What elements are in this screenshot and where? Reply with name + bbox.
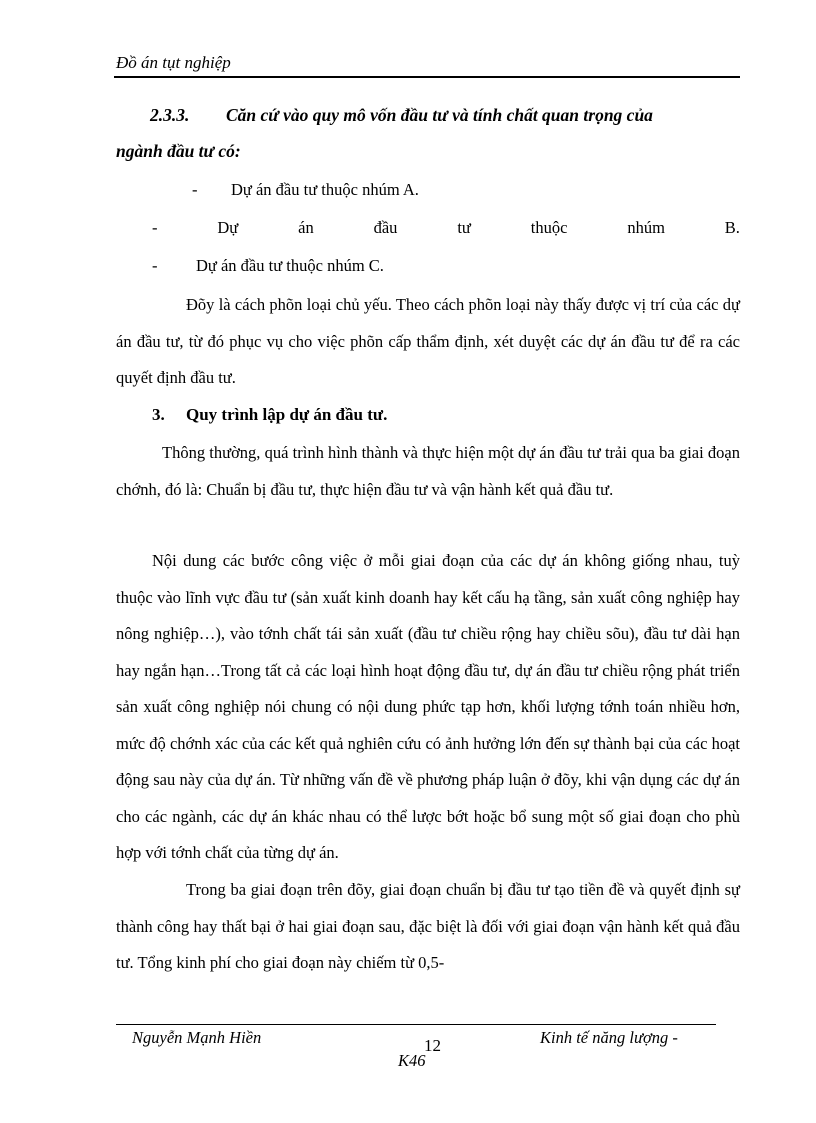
bullet-word: án bbox=[298, 218, 314, 237]
paragraph-stages: Thông thường, quá trình hình thành và thực hiện một dự án đầu tư trải qua ba giai đoạn chớnh, đó là: Chuẩn bị đầu tư, thực hiện đầu tư và vận hành kết quả đầu tư. bbox=[116, 443, 740, 499]
bullet-word: nhúm bbox=[627, 218, 665, 237]
paragraph-classification: Đõy là cách phõn loại chủ yếu. Theo cách phõn loại này thấy được vị trí của các dự án đầu tư, từ đó phục vụ cho việc phõn cấp thẩm định, xét duyệt các dự án đầu tư để ra các quyết định đầu tư. bbox=[116, 295, 740, 387]
section-number: 3. bbox=[152, 405, 165, 424]
bullet-item-b bbox=[152, 210, 740, 246]
bullet-word: đầu bbox=[373, 218, 398, 237]
paragraph-preparation: Trong ba giai đoạn trên đõy, giai đoạn chuẩn bị đầu tư tạo tiền đề và quyết định sự thành công hay thất bại ở hai giai đoạn sau, đặc biệt là đối với giai đoạn vận hành kết quả đầu tư. Tổng kinh phí cho giai đoạn này chiếm từ 0,5- bbox=[116, 880, 740, 972]
bullet-text: Dự án đầu tư thuộc nhúm A. bbox=[231, 180, 419, 199]
bullet-text: Dự án đầu tư thuộc nhúm C. bbox=[196, 256, 384, 275]
page-number: 12 bbox=[424, 1036, 441, 1055]
section-heading-title: Quy trình lập dự án đầu tư. bbox=[186, 405, 388, 424]
section-number: 2.3.3. bbox=[150, 105, 190, 125]
section-heading-line1: Căn cứ vào quy mô vốn đầu tư và tính chất quan trọng của bbox=[226, 105, 653, 125]
bullet-word: thuộc bbox=[530, 218, 568, 237]
bullet-dash: - bbox=[152, 256, 158, 275]
footer-author: Nguyễn Mạnh Hiền bbox=[132, 1028, 262, 1047]
bullet-word: tư bbox=[457, 218, 471, 237]
section-heading-2-3-3 bbox=[116, 97, 740, 169]
section-heading-3 bbox=[152, 397, 387, 433]
bullet-word: B. bbox=[724, 218, 740, 237]
bullet-item-a bbox=[192, 172, 419, 208]
footer-course: K46 bbox=[398, 1051, 426, 1070]
header-title: Đồ án tụt nghiệp bbox=[116, 53, 231, 72]
footer-rule bbox=[116, 1024, 716, 1025]
bullet-dash: - bbox=[152, 218, 158, 237]
bullet-word: Dự bbox=[217, 218, 239, 237]
bullet-item-c bbox=[152, 248, 384, 284]
header-rule bbox=[114, 76, 740, 78]
section-heading-line2: ngành đầu tư có: bbox=[116, 141, 241, 161]
footer-department: Kinh tế năng lượng - bbox=[540, 1028, 678, 1047]
bullet-dash: - bbox=[192, 180, 198, 199]
paragraph-content: Nội dung các bước công việc ở mỗi giai đoạn của các dự án không giống nhau, tuỳ thuộc vào lĩnh vực đầu tư (sản xuất kinh doanh hay kết cấu hạ tầng, sản xuất công nghiệp hay nông nghiệp…), vào tớnh chất tái sản xuất (đầu tư chiều rộng hay chiều sõu), đầu tư dài hạn hay ngắn hạn…Trong tất cả các loại hình hoạt động đầu tư, dự án đầu tư chiều rộng phát triển sản xuất công nghiệp nói chung có nội dung phức tạp hơn, khối lượng tớnh toán nhiều hơn, mức độ chớnh xác của các kết quả nghiên cứu có ảnh hưởng lớn đến sự thành bại của các hoạt động sau này của dự án. Từ những vấn đề về phương pháp luận ở đõy, khi vận dụng các dự án cho các ngành, các dự án khác nhau có thể lược bớt hoặc bổ sung một số giai đoạn cho phù hợp với tớnh chất của từng dự án. bbox=[116, 551, 740, 862]
